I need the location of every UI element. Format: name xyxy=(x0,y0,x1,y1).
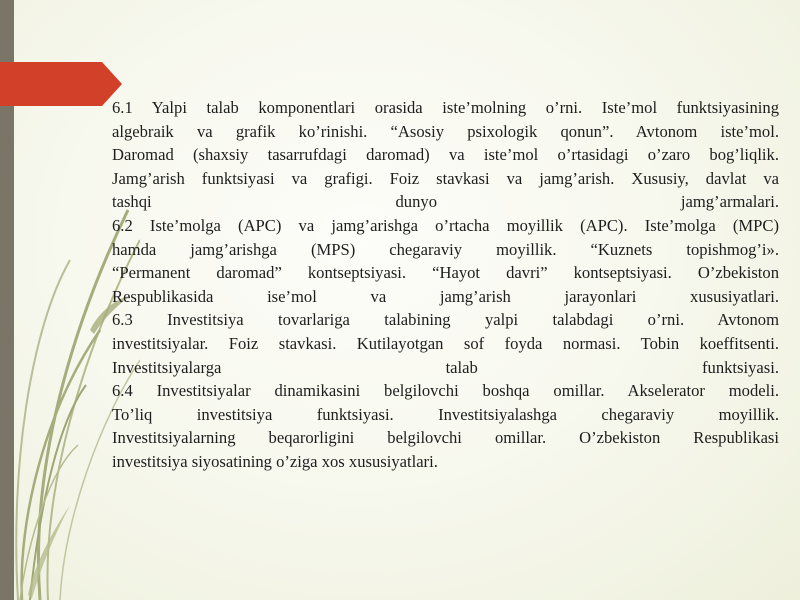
red-ribbon-arrow xyxy=(0,62,122,106)
text-line: algebraik va grafik ko’rinishi. “Asosiy psixologik qonun”. Avtonom iste’mol. xyxy=(112,121,779,141)
text-line: 6.3 Investitsiya tovarlariga talabining yalpi talabdagi o’rni. Avtonom xyxy=(112,310,779,330)
text-line: hamda jamg’arishga (MPS) chegaraviy moyillik. “Kuznets topishmog’i». xyxy=(112,239,779,259)
text-line: 6.2 Iste’molga (APC) va jamg’arishga o’rtacha moyillik (APC). Iste’molga (MPC) xyxy=(112,215,779,235)
text-line: Respublikasida ise’mol va jamg’arish jarayonlari xususiyatlari. xyxy=(112,286,779,306)
text-line: Daromad (shaxsiy tasarrufdagi daromad) va iste’mol o’rtasidagi o’zaro bog’liqlik. xyxy=(112,145,779,165)
text-line: 6.4 Investitsiyalar dinamikasini belgilovchi boshqa omillar. Akselerator modeli. xyxy=(112,381,779,401)
text-line: Jamg’arish funktsiyasi va grafigi. Foiz stavkasi va jamg’arish. Xususiy, davlat va xyxy=(112,168,779,188)
text-line: tashqi dunyo jamg’armalari. xyxy=(112,192,779,212)
text-line: Investitsiyalarga talab funktsiyasi. xyxy=(112,357,779,377)
text-line: Investitsiyalarning beqarorligini belgilovchi omillar. O’zbekiston Respublikasi xyxy=(112,428,779,448)
text-line: To’liq investitsiya funktsiyasi. Investitsiyalashga chegaraviy moyillik. xyxy=(112,404,779,424)
text-body xyxy=(112,96,779,474)
text-line: investitsiyalar. Foiz stavkasi. Kutilayotgan sof foyda normasi. Tobin koeffitsenti. xyxy=(112,333,779,353)
text-line: 6.1 Yalpi talab komponentlari orasida iste’molning o’rni. Iste’mol funktsiyasining xyxy=(112,98,779,117)
text-line: investitsiya siyosatining o’ziga xos xususiyatlari. xyxy=(112,451,438,471)
text-line: “Permanent daromad” kontseptsiyasi. “Hayot davri” kontseptsiyasi. O’zbekiston xyxy=(112,263,779,283)
